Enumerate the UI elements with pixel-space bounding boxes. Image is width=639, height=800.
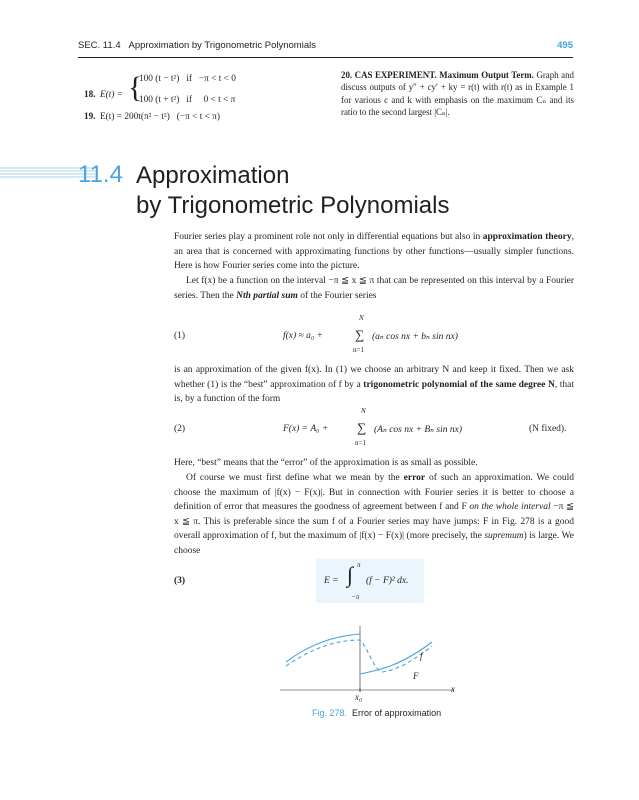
problem-20-lead: 20. CAS EXPERIMENT. Maximum Output Term. [341,70,534,80]
eq3-label: (3) [174,576,186,586]
eq2-rhs: (Aₙ cos nx + Bₙ sin nx) [374,425,462,435]
eq1-sum-bottom: n=1 [353,346,364,354]
problem-20 [341,69,574,119]
figure-caption-text: Error of approximation [352,708,442,718]
problem-18-brace: { [128,71,143,104]
eq1-sum-top: N [359,314,364,322]
paragraph-error-definition: Of course we must first define what we mean by the error of such an approximation. We could choose the maximum of |f(x) − F(x)|. But in connection with Fourier series it is better to choose a definition of error that measures the goodness of agreement between f and F on the whole interval −π ≦ x ≦ π. This is preferable since the sum f of a Fourier series may have jumps: F in Fig. 278 is a good overall approximation of f, but the maximum of |f(x) − F(x)| (more precisely, the supremum) is large. We choose [174,473,574,556]
eq1-label: (1) [174,331,186,341]
figure-f-left-curve [286,634,360,662]
figure-F-label: F [413,671,419,681]
problem-18-lhs: E(t) = [100,90,124,100]
paragraph-best-approximation: is an approximation of the given f(x). In (1) we choose an arbitrary N and keep it fixed. Then we ask whether (1) is the “best” approximation of f by a trigonometric polynomial of the same degree N, that is, by a function of the form [174,365,575,405]
figure-caption-number: Fig. 278. [312,708,348,718]
eq3-integral-sign: ∫ [347,562,354,587]
eq3-integrand: (f − F)² dx. [366,576,409,586]
problem-18-case-2: 100 (t + t²) if 0 < t < π [139,95,236,105]
section-number: 11.4 [78,161,123,188]
problem-18-number: 18. [84,90,96,100]
paragraph-partial-sum: Let f(x) be a function on the interval −π ≦ x ≦ π that can be represented on this interval by a Fourier series. Then the Nth partial sum of the Fourier series [174,276,574,301]
paragraph-best-meaning: Here, “best” means that the “error” of the approximation is as small as possible. [174,458,478,468]
problem-18-case-1: 100 (t − t²) if −π < t < 0 [139,74,236,84]
figure-caption [312,708,441,718]
header-rule [78,57,573,58]
eq3-lower-limit: −π [351,593,360,601]
section-title: Approximation by Trigonometric Polynomials [136,162,450,219]
problem-19-text: E(t) = 200t(π² − t²) (−π < t < π) [100,112,220,122]
running-header [78,40,573,56]
figure-x0-label: x₀ [355,692,363,702]
problem-19-number: 19. [84,112,96,122]
eq3-upper-limit: π [357,561,361,569]
eq2-note: (N fixed). [529,424,567,434]
page-number: 495 [557,40,573,51]
eq3-lhs: E = [324,576,339,586]
figure-278 [272,612,462,704]
figure-x-label: x [451,684,455,694]
eq1-lhs: f(x) ≈ a₀ + [283,331,323,341]
eq2-sum-sign: ∑ [357,420,367,435]
eq1-rhs: (aₙ cos nx + bₙ sin nx) [372,332,458,342]
header-title: SEC. 11.4 Approximation by Trigonometric Polynomials [78,40,316,51]
eq2-sum-bottom: n=1 [355,439,366,447]
eq2-lhs: F(x) = A₀ + [283,424,329,434]
figure-f-label: f [420,651,423,661]
eq2-label: (2) [174,424,186,434]
paragraph-intro: Fourier series play a prominent role not only in differential equations but also in approximation theory, an area that is concerned with approximating functions by other functions—usually simpler functions. Here is how Fourier series come into the picture. [174,232,574,272]
problem-20-body: Graph and discuss outputs of y″ + cy′ + ky = r(t) with r(t) as in Example 1 for various c and k with emphasis on the maximum Cₙ and its ratio to the second largest |Cₙ|. [341,70,574,118]
eq1-sum-sign: ∑ [355,327,365,342]
eq2-sum-top: N [361,407,366,415]
